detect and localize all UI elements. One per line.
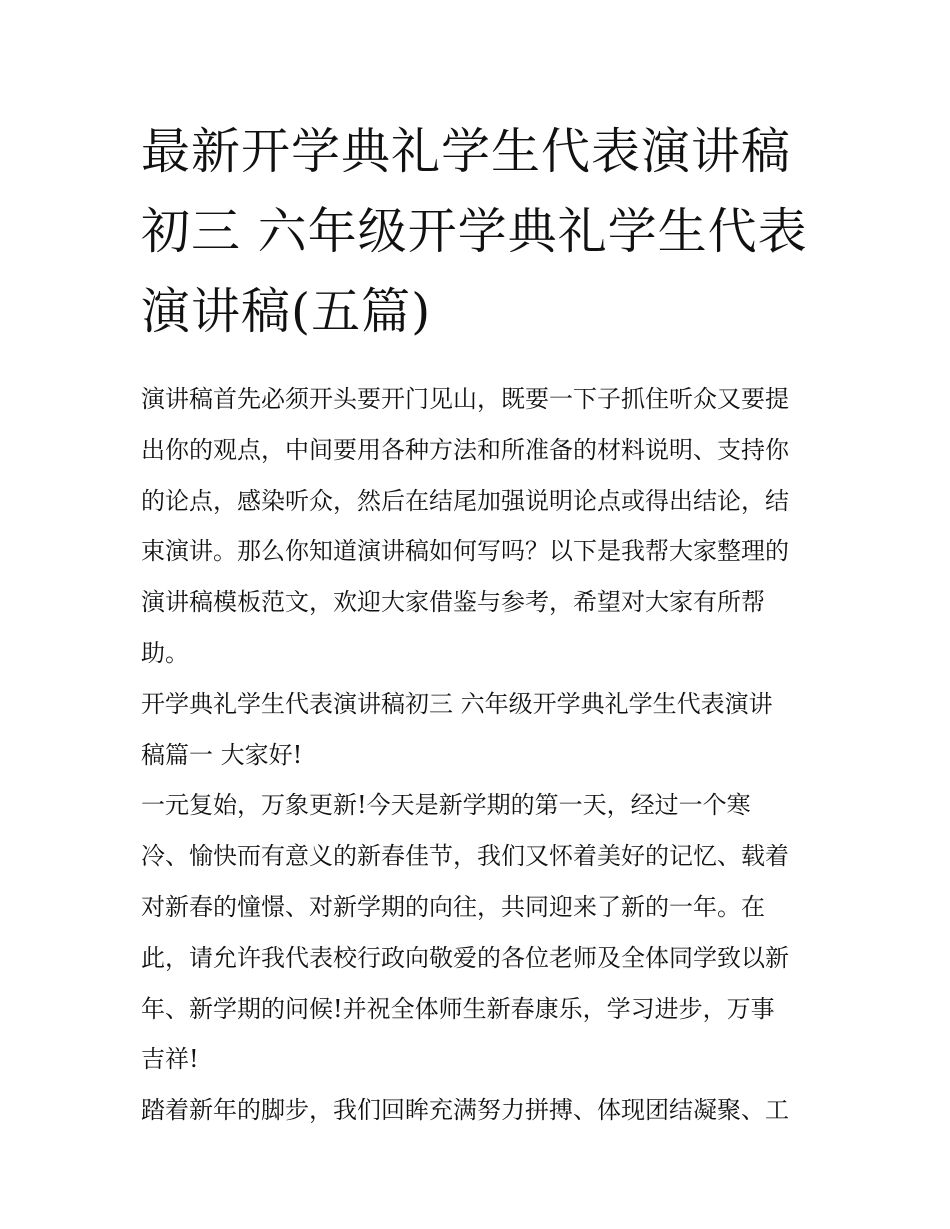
text-line: 助。 xyxy=(141,638,189,667)
document-page xyxy=(141,112,816,1136)
title-line: 演讲稿(五篇) xyxy=(141,283,432,340)
title-line: 初三 六年级开学典礼学生代表 xyxy=(141,203,808,260)
text-line: 对新春的憧憬、对新学期的向往，共同迎来了新的一年。在 xyxy=(141,892,765,921)
text-line: 演讲稿模板范文，欢迎大家借鉴与参考，希望对大家有所帮 xyxy=(141,588,765,617)
text-line: 的论点，感染听众，然后在结尾加强说明论点或得出结论，结 xyxy=(141,486,789,515)
document-body xyxy=(141,374,816,1136)
text-line: 稿篇一 大家好! xyxy=(141,740,303,769)
text-line: 一元复始，万象更新!今天是新学期的第一天，经过一个寒 xyxy=(141,791,751,820)
text-line: 此，请允许我代表校行政向敬爱的各位老师及全体同学致以新 xyxy=(141,943,789,972)
text-line: 吉祥! xyxy=(141,1045,199,1074)
body-paragraph xyxy=(141,1085,816,1136)
text-line: 冷、愉快而有意义的新春佳节，我们又怀着美好的记忆、载着 xyxy=(141,842,789,871)
intro-paragraph xyxy=(141,374,816,679)
title-line: 最新开学典礼学生代表演讲稿 xyxy=(141,123,792,180)
text-line: 踏着新年的脚步，我们回眸充满努力拼搏、体现团结凝聚、工 xyxy=(141,1096,789,1125)
section-heading-paragraph xyxy=(141,679,816,781)
text-line: 开学典礼学生代表演讲稿初三 六年级开学典礼学生代表演讲 xyxy=(141,689,773,718)
greeting-paragraph xyxy=(141,780,816,1085)
text-line: 束演讲。那么你知道演讲稿如何写吗？以下是我帮大家整理的 xyxy=(141,537,789,566)
text-line: 年、新学期的问候!并祝全体师生新春康乐，学习进步，万事 xyxy=(141,994,775,1023)
document-title xyxy=(141,112,816,352)
text-line: 演讲稿首先必须开头要开门见山，既要一下子抓住听众又要提 xyxy=(141,385,789,413)
text-line: 出你的观点，中间要用各种方法和所准备的材料说明、支持你 xyxy=(141,435,789,464)
